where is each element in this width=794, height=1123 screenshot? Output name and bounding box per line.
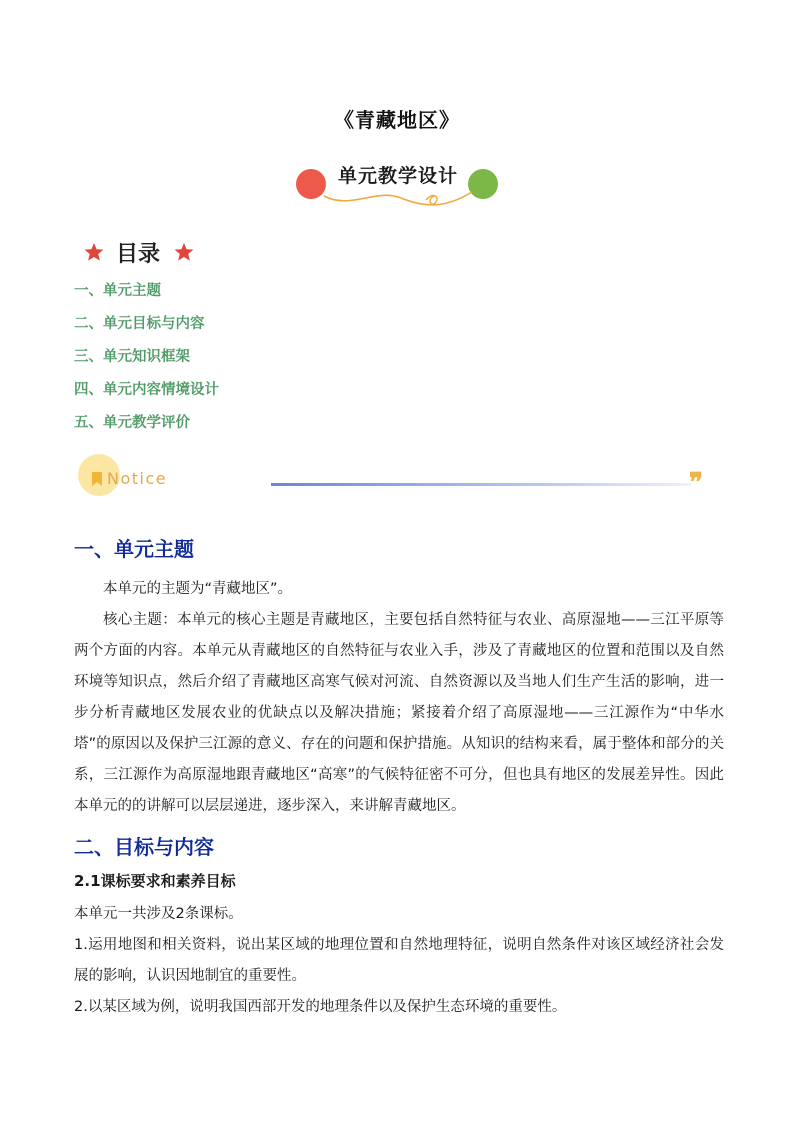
notice-divider [76,452,726,500]
banner-title: 单元教学设计 [337,165,458,187]
subsection-heading: 2.1课标要求和素养目标 [74,872,236,890]
unit-design-banner [296,158,502,208]
paragraph: 核心主题：本单元的核心主题是青藏地区，主要包括自然特征与农业、高原湿地——三江平原等两个方面的内容。本单元从青藏地区的自然特征与农业入手，涉及了青藏地区的位置和范围以及自然环境等知识点，然后介绍了青藏地区高寒气候对河流、自然资源以及当地人们生产生活的影响，进一步分析青藏地区发展农业的优缺点以及解决措施；紧接着介绍了高原湿地——三江源作为“中华水塔”的原因以及保护三江源的意义、存在的问题和保护措施。从知识的结构来看，属于整体和部分的关系，三江源作为高原湿地跟青藏地区“高寒”的气候特征密不可分，但也具有地区的发展差异性。因此本单元的的讲解可以层层递进，逐步深入，来讲解青藏地区。 [74,612,724,814]
paragraph: 本单元一共涉及2条课标。 [74,906,243,922]
toc-item[interactable]: 一、单元主题 [74,283,161,299]
toc-item[interactable]: 二、单元目标与内容 [74,316,205,332]
divider-line [271,483,691,486]
standard-item: 2.以某区域为例，说明我国西部开发的地理条件以及保护生态环境的重要性。 [74,999,567,1015]
star-icon [174,242,194,262]
quote-icon: ❞ [689,468,703,498]
toc-item[interactable]: 三、单元知识框架 [74,349,190,365]
section-heading-unit-theme: 一、单元主题 [74,537,194,561]
standard-item: 1.运用地图和相关资料，说出某区域的地理位置和自然地理特征，说明自然条件对该区域经济社会发展的影响，认识因地制宜的重要性。 [74,937,724,984]
section-heading-goals-content: 二、目标与内容 [74,835,214,859]
paragraph: 本单元的主题为“青藏地区”。 [103,581,293,597]
toc-heading [84,236,204,270]
toc-item[interactable]: 四、单元内容情境设计 [74,382,219,398]
toc-title: 目录 [116,242,161,267]
toc-item[interactable]: 五、单元教学评价 [74,415,190,431]
star-icon [84,242,104,262]
notice-label: Notice [107,469,168,488]
toc-list [74,280,219,445]
document-title: 《青藏地区》 [334,108,460,132]
